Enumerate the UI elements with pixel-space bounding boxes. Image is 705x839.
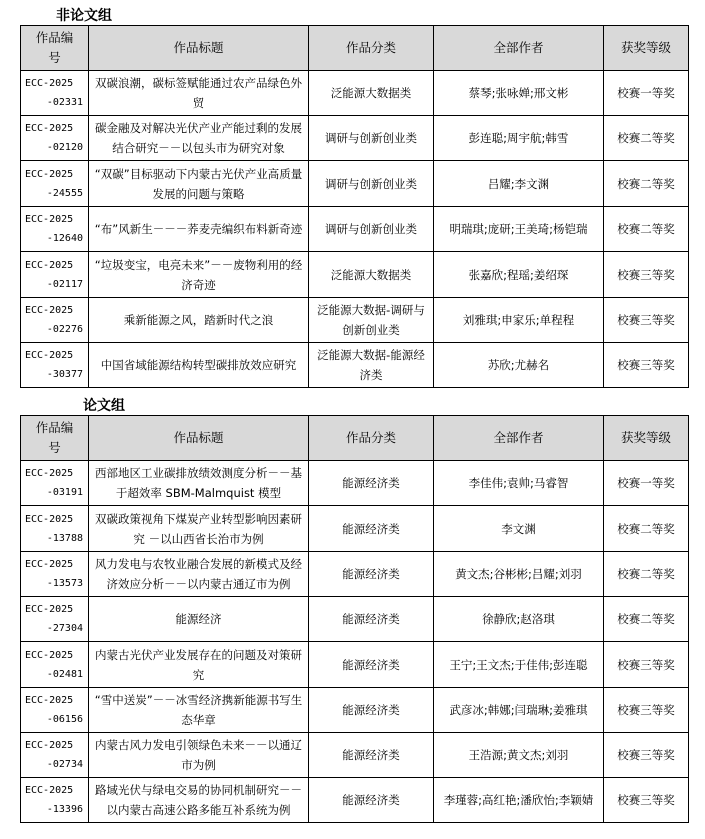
table-row <box>21 506 689 552</box>
work-id-prefix: ECC-2025 <box>25 259 74 271</box>
work-authors: 武彦冰;韩娜;闫瑞琳;姜雅琪 <box>434 688 604 733</box>
work-title: 乘新能源之风，踏新时代之浪 <box>89 298 309 343</box>
work-title: 内蒙古光伏产业发展存在的问题及对策研究 <box>89 642 309 688</box>
work-id-prefix: ECC-2025 <box>25 305 74 316</box>
work-id <box>21 597 89 642</box>
paper-table <box>20 415 689 823</box>
work-award: 校赛二等奖 <box>604 116 689 161</box>
header-id: 作品编号 <box>21 26 89 71</box>
work-id-prefix: ECC-2025 <box>25 740 74 751</box>
work-category: 能源经济类 <box>309 597 434 642</box>
work-title: 路域光伏与绿电交易的协同机制研究－－以内蒙古高速公路多能互补系统为例 <box>89 778 309 823</box>
work-title: 能源经济 <box>89 597 309 642</box>
work-award: 校赛三等奖 <box>604 298 689 343</box>
work-award: 校赛三等奖 <box>604 733 689 778</box>
work-category: 泛能源大数据类 <box>309 71 434 116</box>
work-id <box>21 778 89 823</box>
header-id: 作品编号 <box>21 416 89 461</box>
work-id-prefix: ECC-2025 <box>25 78 74 89</box>
work-authors: 蔡琴;张咏婵;邢文彬 <box>434 71 604 116</box>
work-title: 双碳政策视角下煤炭产业转型影响因素研究 －以山西省长治市为例 <box>89 506 309 552</box>
section-title-paper: 论文组 <box>83 398 125 414</box>
work-id <box>21 688 89 733</box>
header-category: 作品分类 <box>309 416 434 461</box>
work-id-suffix: -02734 <box>46 759 83 770</box>
work-id-suffix: -24555 <box>46 187 83 199</box>
work-id <box>21 461 89 506</box>
table-row <box>21 733 689 778</box>
table-row <box>21 642 689 688</box>
work-category: 能源经济类 <box>309 552 434 597</box>
non-paper-table <box>20 25 689 388</box>
work-title: “垃圾变宝，电亮未来”－－废物利用的经济奇迹 <box>89 252 309 298</box>
header-category: 作品分类 <box>309 26 434 71</box>
work-id-prefix: ECC-2025 <box>25 513 74 525</box>
header-title: 作品标题 <box>89 26 309 71</box>
header-title: 作品标题 <box>89 416 309 461</box>
work-category: 调研与创新创业类 <box>309 161 434 207</box>
table-row <box>21 116 689 161</box>
work-authors: 苏欣;尤赫名 <box>434 343 604 388</box>
work-id-prefix: ECC-2025 <box>25 559 74 570</box>
work-id <box>21 642 89 688</box>
work-award: 校赛三等奖 <box>604 642 689 688</box>
work-title: “雪中送炭”－－冰雪经济携新能源书写生态华章 <box>89 688 309 733</box>
table-row <box>21 252 689 298</box>
work-authors: 刘雅琪;申家乐;单程程 <box>434 298 604 343</box>
work-id <box>21 506 89 552</box>
work-title: 碳金融及对解决光伏产业产能过剩的发展结合研究－－以包头市为研究对象 <box>89 116 309 161</box>
work-award: 校赛二等奖 <box>604 552 689 597</box>
header-authors: 全部作者 <box>434 416 604 461</box>
work-authors: 王宁;王文杰;于佳伟;彭连聪 <box>434 642 604 688</box>
table-row <box>21 298 689 343</box>
work-id-suffix: -02331 <box>46 97 83 108</box>
work-id <box>21 552 89 597</box>
work-category: 能源经济类 <box>309 688 434 733</box>
work-id-prefix: ECC-2025 <box>25 168 74 180</box>
work-id <box>21 207 89 252</box>
work-id-prefix: ECC-2025 <box>25 214 74 225</box>
work-category: 能源经济类 <box>309 642 434 688</box>
work-id-prefix: ECC-2025 <box>25 649 74 661</box>
work-authors: 李瑾蓉;高红艳;潘欣怡;李颖婧 <box>434 778 604 823</box>
work-title: 双碳浪潮，碳标签赋能通过农产品绿色外贸 <box>89 71 309 116</box>
table-row <box>21 778 689 823</box>
work-authors: 王浩源;黄文杰;刘羽 <box>434 733 604 778</box>
work-category: 调研与创新创业类 <box>309 116 434 161</box>
work-title: 内蒙古风力发电引领绿色未来－－以通辽市为例 <box>89 733 309 778</box>
work-category: 泛能源大数据类 <box>309 252 434 298</box>
work-id-prefix: ECC-2025 <box>25 468 74 479</box>
work-title: “双碳”目标驱动下内蒙古光伏产业高质量发展的问题与策略 <box>89 161 309 207</box>
work-authors: 明瑞琪;庞研;王美琦;杨铠瑞 <box>434 207 604 252</box>
table-row <box>21 207 689 252</box>
work-category: 泛能源大数据-能源经济类 <box>309 343 434 388</box>
table-row <box>21 552 689 597</box>
work-category: 能源经济类 <box>309 506 434 552</box>
work-authors: 彭连聪;周宇航;韩雪 <box>434 116 604 161</box>
work-id-prefix: ECC-2025 <box>25 695 74 706</box>
work-id-suffix: -06156 <box>46 714 83 725</box>
work-title: 中国省域能源结构转型碳排放效应研究 <box>89 343 309 388</box>
work-id <box>21 71 89 116</box>
work-award: 校赛二等奖 <box>604 161 689 207</box>
table-row <box>21 343 689 388</box>
work-id-prefix: ECC-2025 <box>25 123 74 134</box>
work-category: 能源经济类 <box>309 461 434 506</box>
work-id-suffix: -02481 <box>46 668 83 680</box>
work-award: 校赛三等奖 <box>604 252 689 298</box>
work-authors: 黄文杰;谷彬彬;吕耀;刘羽 <box>434 552 604 597</box>
work-title: 风力发电与农牧业融合发展的新模式及经济效应分析－－以内蒙古通辽市为例 <box>89 552 309 597</box>
work-id-suffix: -02276 <box>46 324 83 335</box>
work-award: 校赛三等奖 <box>604 688 689 733</box>
work-id <box>21 733 89 778</box>
work-authors: 李佳伟;袁帅;马睿智 <box>434 461 604 506</box>
work-authors: 张嘉欣;程瑶;姜绍琛 <box>434 252 604 298</box>
work-id <box>21 161 89 207</box>
work-id-suffix: -13396 <box>46 804 83 815</box>
work-award: 校赛二等奖 <box>604 597 689 642</box>
work-authors: 李文渊 <box>434 506 604 552</box>
work-title: “布”风新生－－－荞麦壳编织布料新奇迹 <box>89 207 309 252</box>
table-header-row <box>21 416 689 461</box>
work-id-suffix: -27304 <box>46 623 83 634</box>
work-id-suffix: -02120 <box>46 142 83 153</box>
work-id <box>21 298 89 343</box>
work-id-prefix: ECC-2025 <box>25 350 74 361</box>
work-category: 能源经济类 <box>309 778 434 823</box>
header-award: 获奖等级 <box>604 416 689 461</box>
work-category: 调研与创新创业类 <box>309 207 434 252</box>
table-header-row <box>21 26 689 71</box>
work-id-suffix: -13788 <box>46 532 83 544</box>
work-authors: 吕耀;李文渊 <box>434 161 604 207</box>
table-row <box>21 597 689 642</box>
work-authors: 徐静欣;赵洛琪 <box>434 597 604 642</box>
work-category: 泛能源大数据-调研与创新创业类 <box>309 298 434 343</box>
work-title: 西部地区工业碳排放绩效测度分析－－基于超效率 SBM-Malmquist 模型 <box>89 461 309 506</box>
work-award: 校赛一等奖 <box>604 461 689 506</box>
work-category: 能源经济类 <box>309 733 434 778</box>
work-award: 校赛二等奖 <box>604 207 689 252</box>
work-id-prefix: ECC-2025 <box>25 785 74 796</box>
section-title-non-paper: 非论文组 <box>56 8 112 24</box>
table-row <box>21 688 689 733</box>
table-row <box>21 71 689 116</box>
work-id <box>21 116 89 161</box>
work-award: 校赛三等奖 <box>604 343 689 388</box>
work-id-suffix: -12640 <box>46 233 83 244</box>
work-id-prefix: ECC-2025 <box>25 604 74 615</box>
work-award: 校赛三等奖 <box>604 778 689 823</box>
header-award: 获奖等级 <box>604 26 689 71</box>
work-id-suffix: -13573 <box>46 578 83 589</box>
work-id <box>21 252 89 298</box>
work-award: 校赛一等奖 <box>604 71 689 116</box>
work-id-suffix: -02117 <box>46 278 83 290</box>
table-row <box>21 161 689 207</box>
work-id-suffix: -03191 <box>46 487 83 498</box>
table-row <box>21 461 689 506</box>
work-id-suffix: -30377 <box>46 369 83 380</box>
work-award: 校赛二等奖 <box>604 506 689 552</box>
work-id <box>21 343 89 388</box>
header-authors: 全部作者 <box>434 26 604 71</box>
